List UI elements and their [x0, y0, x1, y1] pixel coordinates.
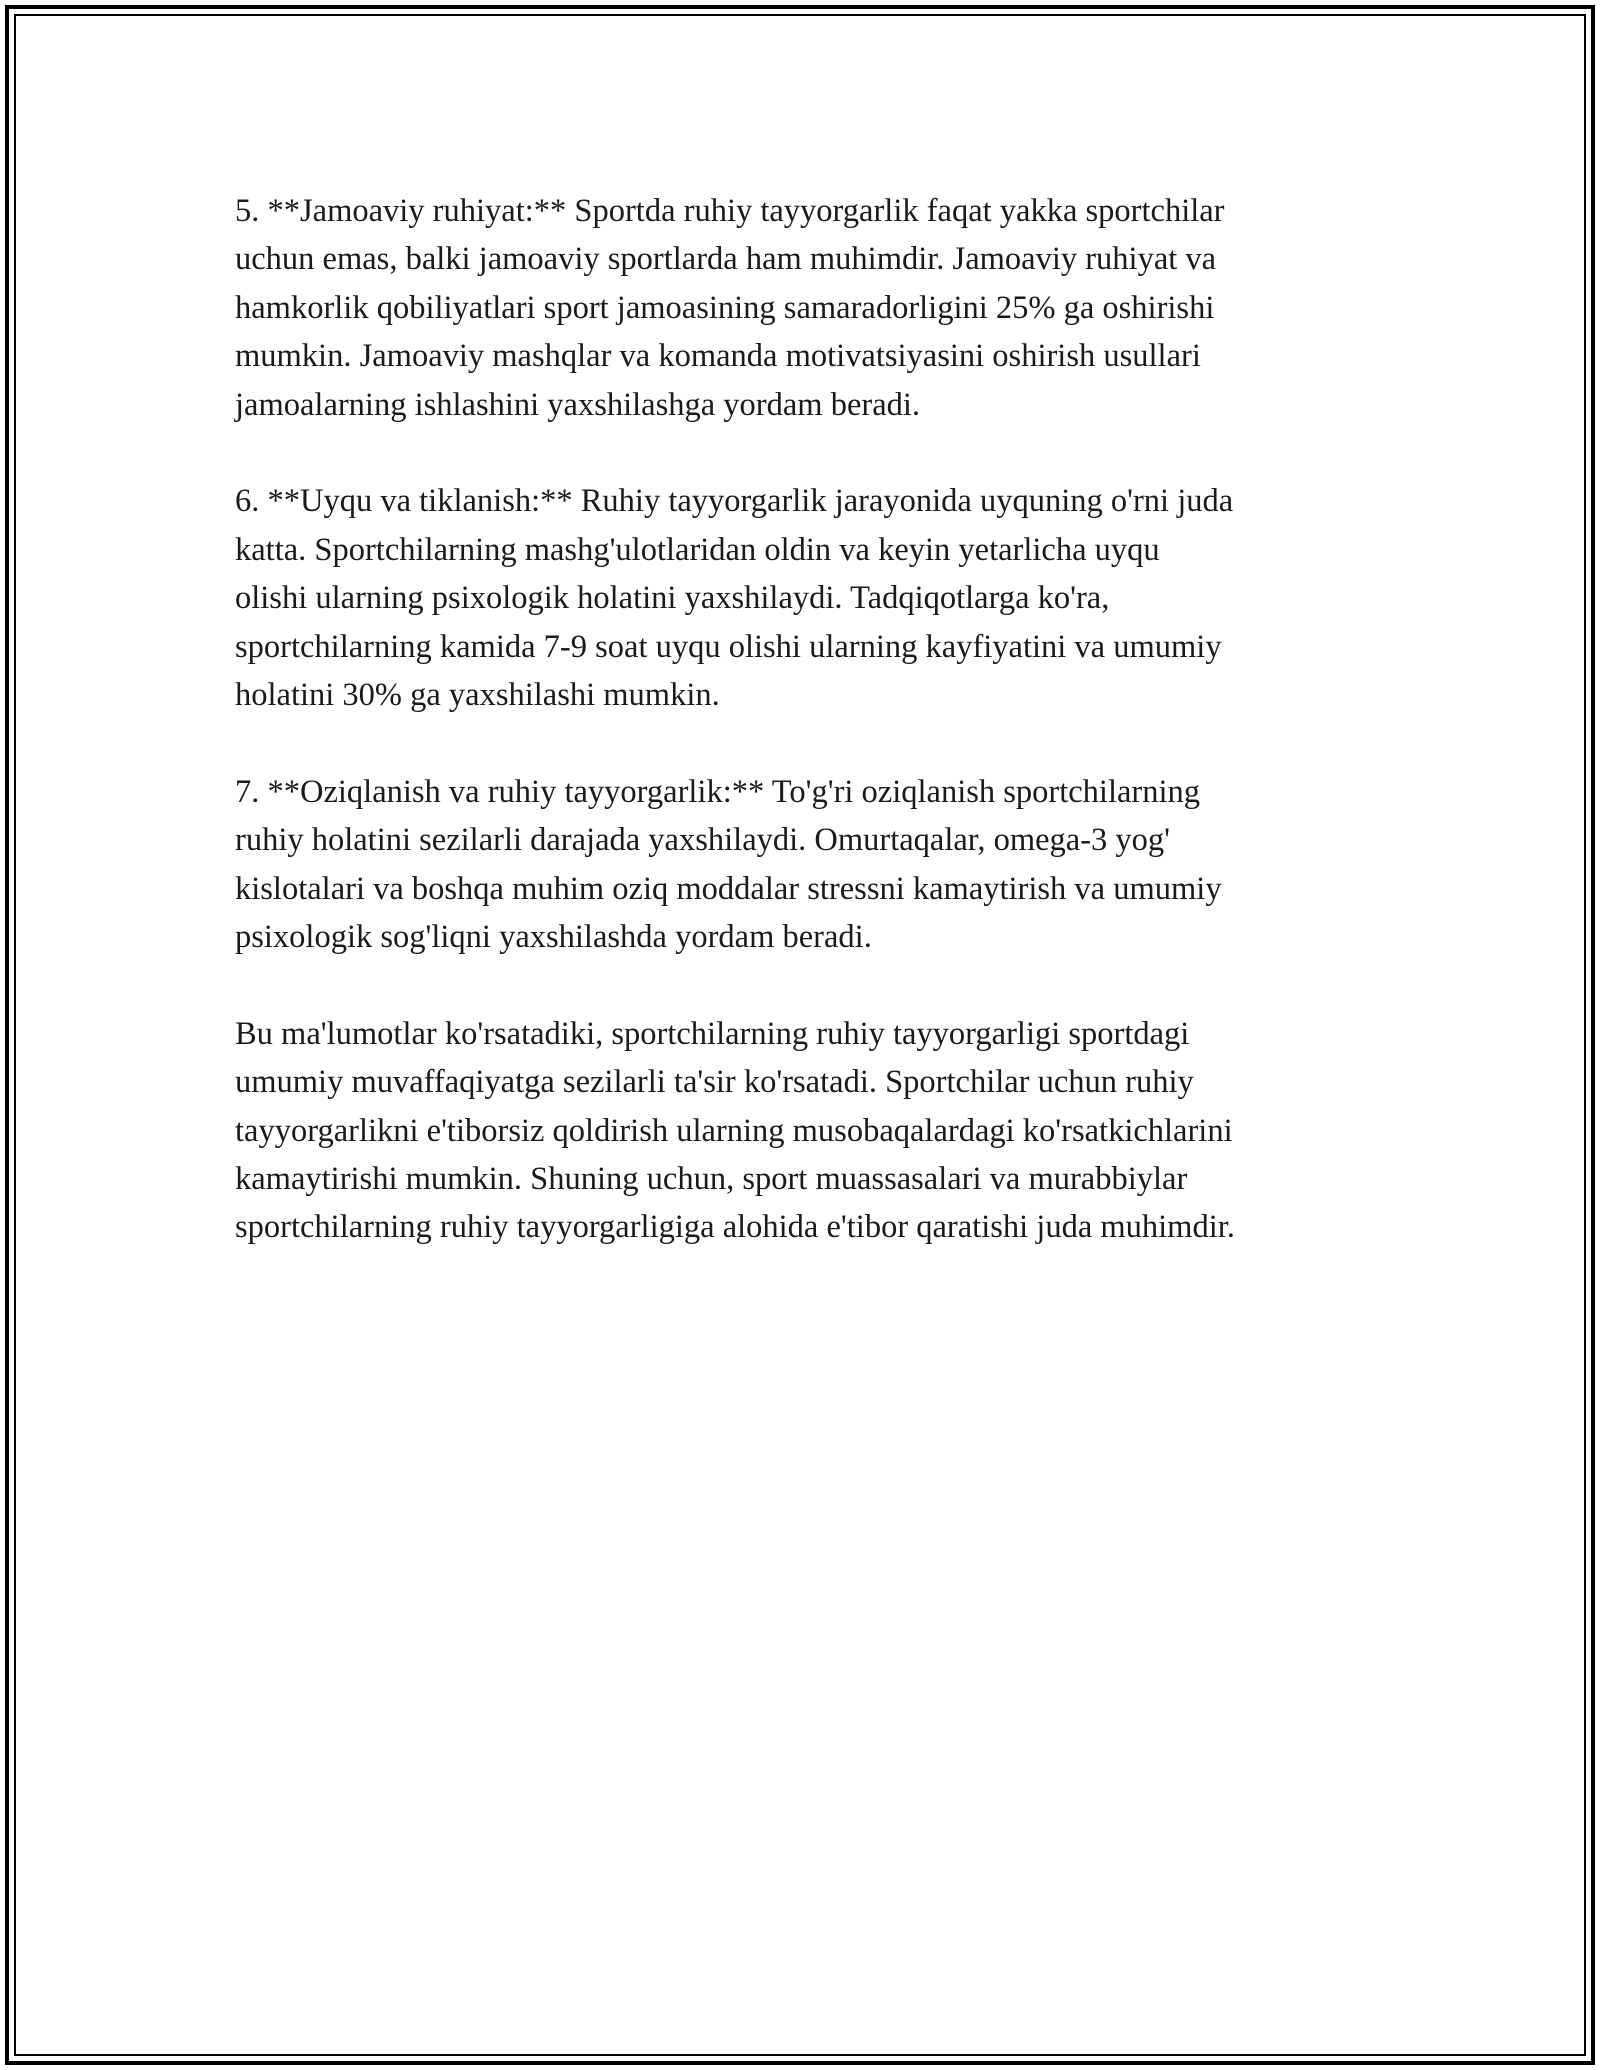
text-line: sportchilarning kamida 7-9 soat uyqu olishi ularning kayfiyatini va umumiy: [235, 628, 1222, 665]
text-line: ruhiy holatini sezilarli darajada yaxshilaydi. Omurtaqalar, omega-3 yog': [235, 822, 1171, 859]
paragraph-conclusion: [235, 1010, 1375, 1252]
text-line: olishi ularning psixologik holatini yaxshilaydi. Tadqiqotlarga ko'ra,: [235, 580, 1110, 617]
text-line: kislotalari va boshqa muhim oziq moddalar stressni kamaytirish va umumiy: [235, 870, 1222, 907]
text-line: uchun emas, balki jamoaviy sportlarda ham muhimdir. Jamoaviy ruhiyat va: [235, 241, 1217, 278]
text-line: hamkorlik qobiliyatlari sport jamoasining samaradorligini 25% ga oshirishi: [235, 289, 1215, 326]
text-line: Bu ma'lumotlar ko'rsatadiki, sportchilarning ruhiy tayyorgarligi sportdagi: [235, 1015, 1190, 1052]
text-line: 5. **Jamoaviy ruhiyat:** Sportda ruhiy tayyorgarlik faqat yakka sportchilar: [235, 193, 1225, 229]
paragraph-oziqlanish: [235, 768, 1375, 962]
text-line: kamaytirishi mumkin. Shuning uchun, sport muassasalari va murabbiylar: [235, 1161, 1188, 1198]
text-line: 7. **Oziqlanish va ruhiy tayyorgarlik:** To'g'ri oziqlanish sportchilarning: [235, 773, 1201, 810]
paragraph-jamoaviy-ruhiyat: [235, 187, 1375, 429]
document-body: [235, 187, 1375, 1300]
text-line: mumkin. Jamoaviy mashqlar va komanda motivatsiyasini oshirish usullari: [235, 338, 1201, 375]
paragraph-uyqu-va-tiklanish: [235, 477, 1375, 719]
text-line: tayyorgarlikni e'tiborsiz qoldirish ularning musobaqalardagi ko'rsatkichlarini: [235, 1112, 1233, 1149]
text-line: katta. Sportchilarning mashg'ulotlaridan oldin va keyin yetarlicha uyqu: [235, 531, 1160, 568]
text-line: umumiy muvaffaqiyatga sezilarli ta'sir ko'rsatadi. Sportchilar uchun ruhiy: [235, 1064, 1194, 1101]
text-line: 6. **Uyqu va tiklanish:** Ruhiy tayyorgarlik jarayonida uyquning o'rni juda: [235, 483, 1234, 520]
text-line: psixologik sog'liqni yaxshilashda yordam beradi.: [235, 919, 872, 956]
text-line: jamoalarning ishlashini yaxshilashga yordam beradi.: [235, 386, 921, 423]
text-line: holatini 30% ga yaxshilashi mumkin.: [235, 677, 720, 714]
text-line: sportchilarning ruhiy tayyorgarligiga alohida e'tibor qaratishi juda muhimdir.: [235, 1209, 1235, 1246]
